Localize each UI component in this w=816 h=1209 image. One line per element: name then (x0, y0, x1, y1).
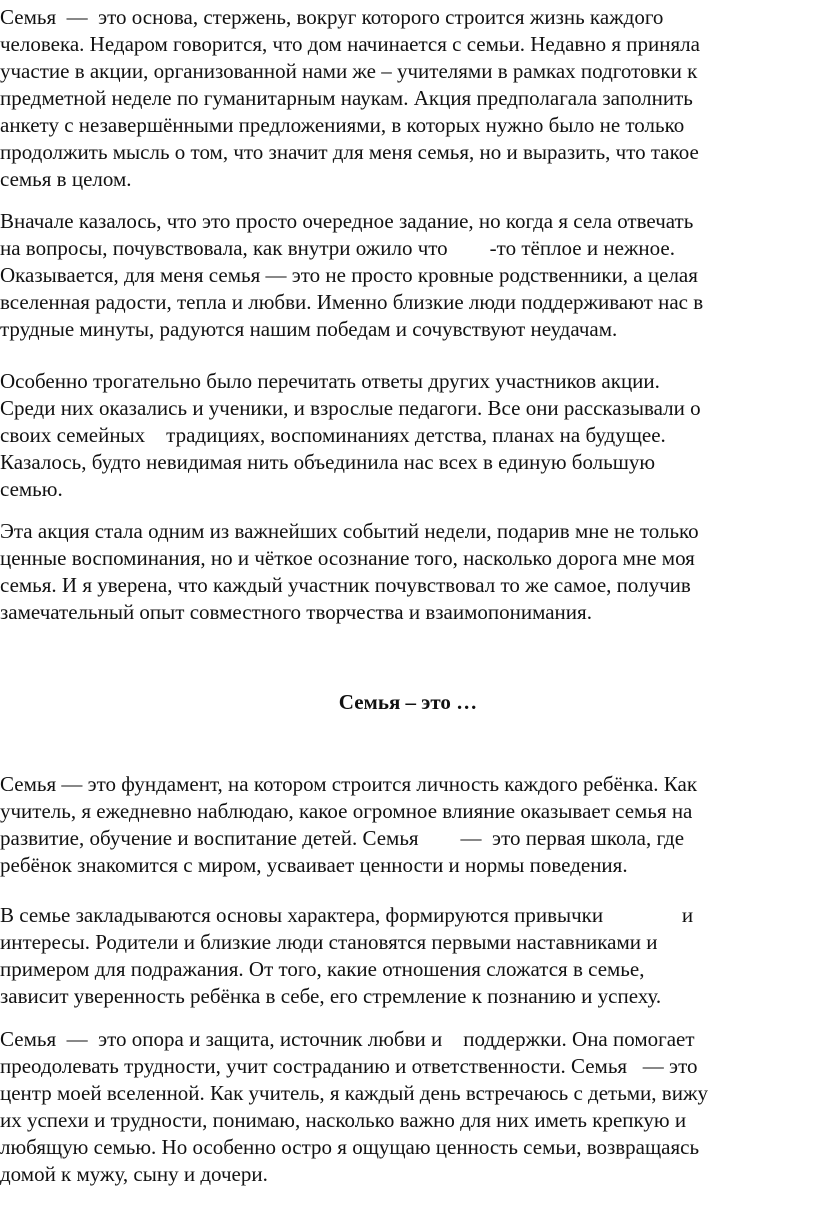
text-line: предметной неделе по гуманитарным наукам. Акция предполагала заполнить (0, 86, 693, 110)
text-line: на вопросы, почувствовала, как внутри ожило что -то тёплое и нежное. (0, 236, 675, 260)
text-line: вселенная радости, тепла и любви. Именно близкие люди поддерживают нас в (0, 290, 704, 314)
text-line: преодолевать трудности, учит состраданию и ответственности. Семья — это (0, 1054, 698, 1078)
text-line: Эта акция стала одним из важнейших событий недели, подарив мне не только (0, 519, 699, 543)
text-line: семья в целом. (0, 167, 132, 191)
text-line: любящую семью. Но особенно остро я ощущаю ценность семьи, возвращаясь (0, 1135, 700, 1159)
text-line: семью. (0, 477, 63, 501)
text-line: учитель, я ежедневно наблюдаю, какое огромное влияние оказывает семья на (0, 799, 693, 823)
text-line: своих семейных традициях, воспоминаниях детства, планах на будущее. (0, 423, 666, 447)
text-line: интересы. Родители и близкие люди становятся первыми наставниками и (0, 930, 658, 954)
text-line: Среди них оказались и ученики, и взрослые педагоги. Все они рассказывали о (0, 396, 701, 420)
text-line: анкету с незавершёнными предложениями, в которых нужно было не только (0, 113, 685, 137)
text-line: примером для подражания. От того, какие отношения сложатся в семье, (0, 957, 645, 981)
text-line: ребёнок знакомится с миром, усваивает ценности и нормы поведения. (0, 853, 628, 877)
text-line: продолжить мысль о том, что значит для меня семья, но и выразить, что такое (0, 140, 699, 164)
text-line: трудные минуты, радуются нашим победам и сочувствуют неудачам. (0, 317, 618, 341)
text-line: Особенно трогательно было перечитать ответы других участников акции. (0, 369, 660, 393)
text-line: Семья — это опора и защита, источник любви и поддержки. Она помогает (0, 1027, 695, 1051)
text-line: замечательный опыт совместного творчества и взаимопонимания. (0, 600, 592, 624)
section-heading: Семья – это … (338, 690, 478, 714)
text-line: участие в акции, организованной нами же – учителями в рамках подготовки к (0, 59, 698, 83)
text-line: Вначале казалось, что это просто очередное задание, но когда я села отвечать (0, 209, 694, 233)
text-line: человека. Недаром говорится, что дом начинается с семьи. Недавно я приняла (0, 32, 700, 56)
text-line: домой к мужу, сыну и дочери. (0, 1162, 268, 1186)
text-line: Семья — это фундамент, на котором строится личность каждого ребёнка. Как (0, 772, 698, 796)
text-line: Казалось, будто невидимая нить объединила нас всех в единую большую (0, 450, 656, 474)
text-line: Оказывается, для меня семья — это не просто кровные родственники, а целая (0, 263, 698, 287)
text-line: В семье закладываются основы характера, формируются привычки и (0, 903, 694, 927)
text-line: их успехи и трудности, понимаю, насколько важно для них иметь крепкую и (0, 1108, 687, 1132)
text-line: зависит уверенность ребёнка в себе, его стремление к познанию и успеху. (0, 984, 662, 1008)
text-line: центр моей вселенной. Как учитель, я каждый день встречаюсь с детьми, вижу (0, 1081, 708, 1105)
text-line: ценные воспоминания, но и чёткое осознание того, насколько дорога мне моя (0, 546, 695, 570)
text-line: семья. И я уверена, что каждый участник почувствовал то же самое, получив (0, 573, 691, 597)
text-line: Семья — это основа, стержень, вокруг которого строится жизнь каждого (0, 5, 664, 29)
text-line: развитие, обучение и воспитание детей. Семья — это первая школа, где (0, 826, 685, 850)
